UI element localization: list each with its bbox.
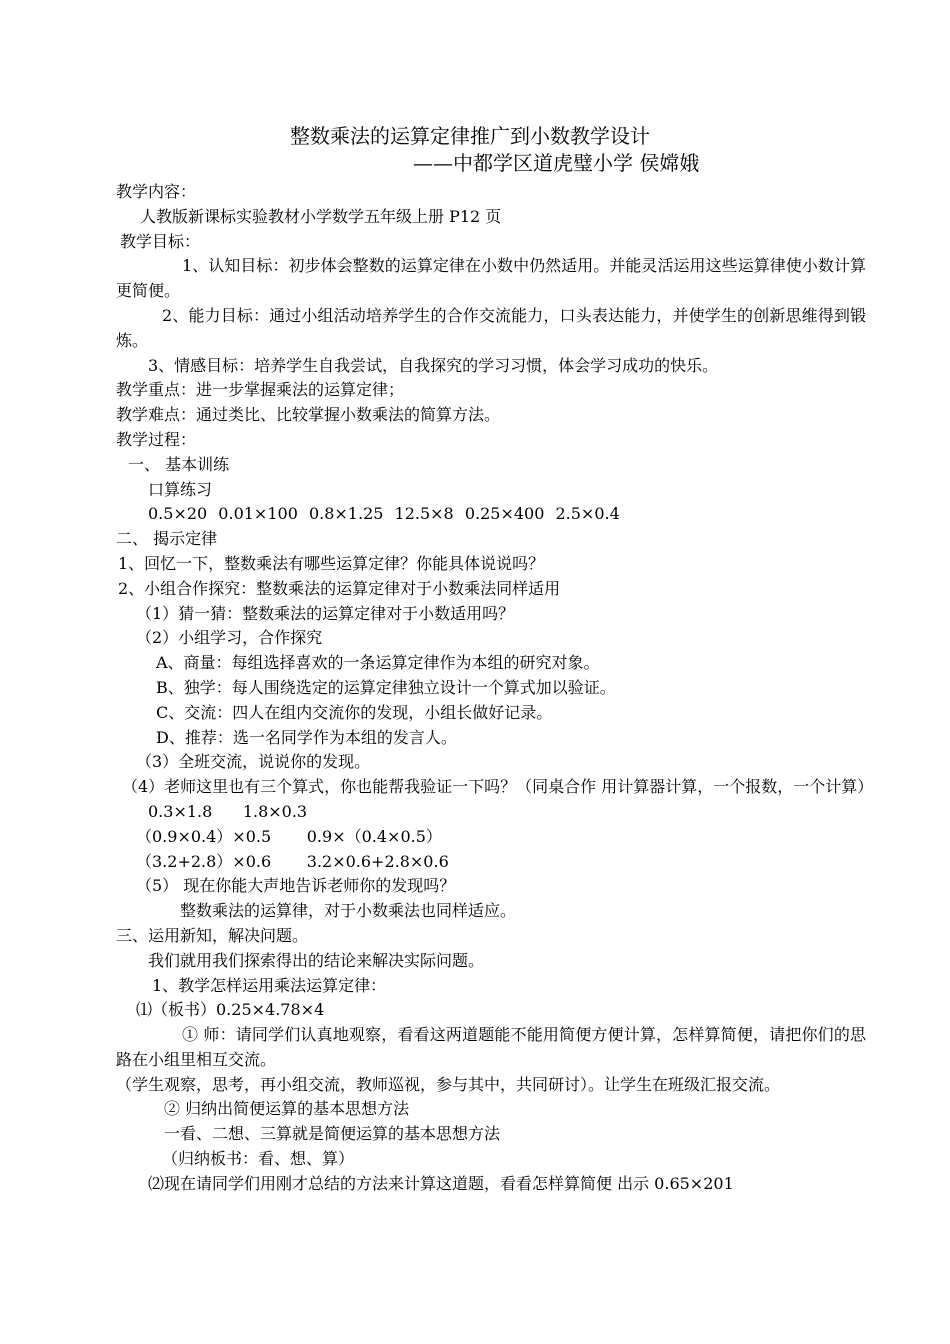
section-heading-content: 教学内容： bbox=[116, 182, 197, 201]
list-item: （5） 现在你能大声地告诉老师你的发现吗？ bbox=[136, 876, 456, 896]
list-item: C、交流：四人在组内交流你的发现，小组长做好记录。 bbox=[156, 702, 553, 722]
content-text: 人教版新课标实验教材小学数学五年级上册 P12 页 bbox=[140, 206, 502, 226]
list-item: 1、教学怎样运用乘法运算定律： bbox=[152, 975, 387, 995]
list-item: D、推荐：选一名同学作为本组的发言人。 bbox=[156, 727, 457, 747]
list-item: A、商量：每组选择喜欢的一条运算定律作为本组的研究对象。 bbox=[156, 653, 600, 673]
list-item: ⑴（板书）0.25×4.78×4 bbox=[136, 1000, 325, 1020]
author-byline: ——中都学区道虎璧小学 侯嫦娥 bbox=[413, 151, 700, 175]
conclusion-text: 整数乘法的运算律，对于小数乘法也同样适应。 bbox=[180, 901, 517, 921]
expression-line: （3.2+2.8）×0.6 3.2×0.6+2.8×0.6 bbox=[136, 851, 449, 871]
list-item: ② 归纳出简便运算的基本思想方法 bbox=[164, 1099, 410, 1119]
key-point: 教学重点：进一步掌握乘法的运算定律； bbox=[116, 380, 405, 400]
document-title: 整数乘法的运算定律推广到小数教学设计 bbox=[290, 124, 650, 148]
step-two-heading: 二、 揭示定律 bbox=[116, 529, 218, 549]
section-heading-process: 教学过程： bbox=[116, 429, 197, 449]
list-item: 1、回忆一下，整数乘法有哪些运算定律？你能具体说说吗？ bbox=[118, 553, 545, 573]
goal-ability: 2、能力目标：通过小组活动培养学生的合作交流能力，口头表达能力，并使学生的创新思维得到锻炼。 bbox=[116, 305, 866, 350]
expression-line: 0.3×1.8 1.8×0.3 bbox=[148, 801, 308, 821]
step-three-heading: 三、运用新知，解决问题。 bbox=[116, 925, 309, 945]
list-item: ⑵现在请同学们用刚才总结的方法来计算这道题，看看怎样算简便 出示 0.65×201 bbox=[148, 1173, 734, 1193]
list-item: 一看、二想、三算就是简便运算的基本思想方法 bbox=[164, 1124, 501, 1144]
oral-practice-label: 口算练习 bbox=[148, 479, 213, 499]
list-item: 2、小组合作探究：整数乘法的运算定律对于小数乘法同样适用 bbox=[118, 578, 561, 598]
step-one-heading: 一、 基本训练 bbox=[128, 454, 230, 474]
list-item: （归纳板书：看、想、算） bbox=[162, 1149, 355, 1169]
expression-line: （0.9×0.4）×0.5 0.9×（0.4×0.5） bbox=[136, 826, 442, 846]
list-item: （4）老师这里也有三个算式，你也能帮我验证一下吗？（同桌合作 用计算器计算，一个报数，一个计算） bbox=[122, 777, 874, 797]
section-heading-goals: 教学目标： bbox=[120, 231, 201, 251]
document-body bbox=[116, 180, 874, 1197]
goal-emotion: 3、情感目标：培养学生自我尝试，自我探究的学习习惯，体会学习成功的快乐。 bbox=[148, 355, 719, 375]
list-item: B、独学：每人围绕选定的运算定律独立设计一个算式加以验证。 bbox=[156, 677, 616, 697]
list-item: （2）小组学习，合作探究 bbox=[136, 628, 323, 648]
student-activity: （学生观察，思考，再小组交流，教师巡视，参与其中，共同研讨）。让学生在班级汇报交流。 bbox=[116, 1074, 781, 1094]
teacher-prompt: ① 师：请同学们认真地观察，看看这两道题能不能用简便方便计算，怎样算简便，请把你们的思路在小组里相互交流。 bbox=[116, 1025, 866, 1069]
difficult-point: 教学难点：通过类比、比较掌握小数乘法的简算方法。 bbox=[116, 405, 501, 425]
oral-practice-items: 0.5×20 0.01×100 0.8×1.25 12.5×8 0.25×400 2.5×0.4 bbox=[148, 504, 620, 524]
list-item: （3）全班交流，说说你的发现。 bbox=[136, 752, 371, 772]
list-item: （1）猜一猜：整数乘法的运算定律对于小数适用吗？ bbox=[136, 603, 515, 623]
intro-text: 我们就用我们探索得出的结论来解决实际问题。 bbox=[148, 950, 485, 970]
goal-cognitive: 1、认知目标：初步体会整数的运算定律在小数中仍然适用。并能灵活运用这些运算律使小数计算更简便。 bbox=[116, 256, 866, 301]
